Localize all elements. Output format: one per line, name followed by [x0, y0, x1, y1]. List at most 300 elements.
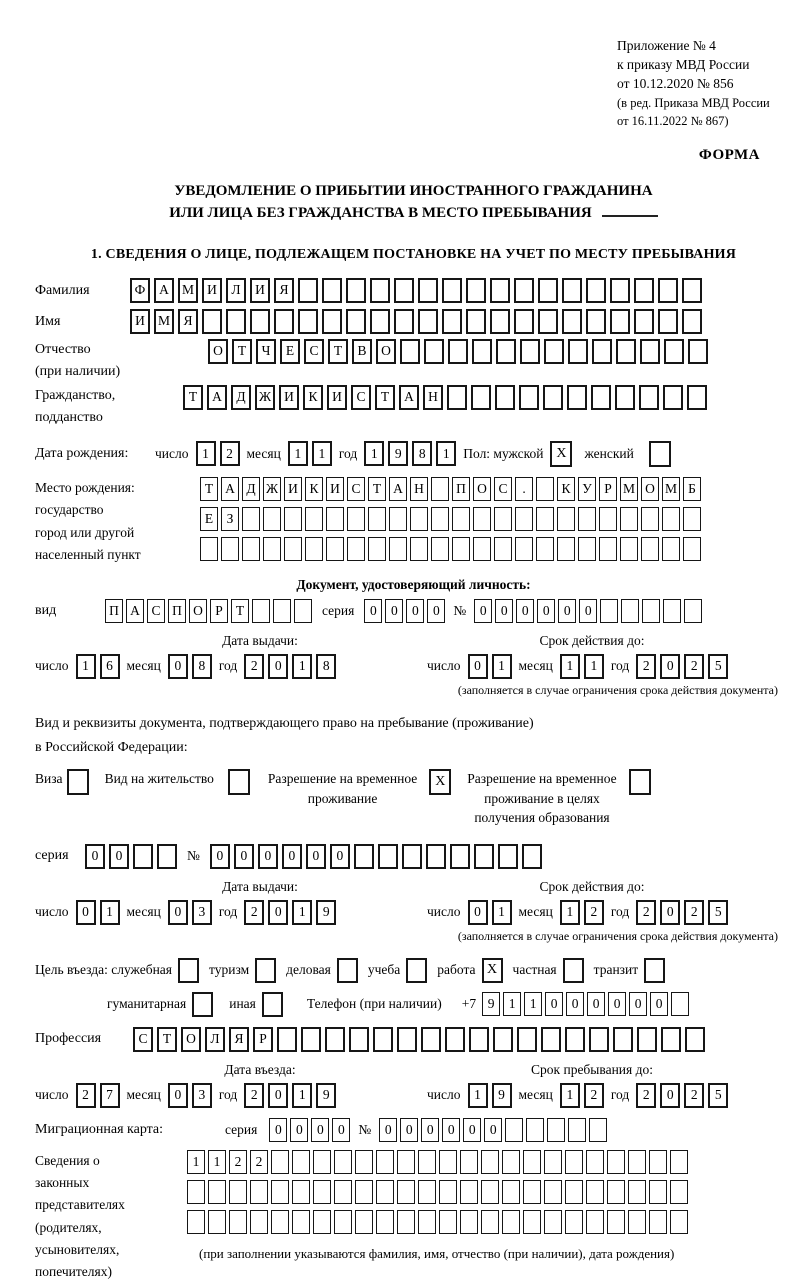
form-cell[interactable]: Т	[157, 1027, 177, 1052]
form-cell[interactable]	[271, 1210, 289, 1234]
form-cell[interactable]	[157, 844, 177, 869]
form-cell[interactable]	[544, 1180, 562, 1204]
form-cell[interactable]	[634, 309, 654, 334]
form-cell[interactable]	[670, 1210, 688, 1234]
form-cell[interactable]: Т	[232, 339, 252, 364]
surname-cells[interactable]	[130, 278, 702, 303]
form-cell[interactable]: С	[347, 477, 365, 501]
form-cell[interactable]: 0	[608, 992, 626, 1016]
form-cell[interactable]: Ж	[263, 477, 281, 501]
form-cell[interactable]	[682, 309, 702, 334]
form-cell[interactable]: Е	[200, 507, 218, 531]
form-cell[interactable]: 0	[537, 599, 555, 623]
form-cell[interactable]: 0	[269, 1118, 287, 1142]
form-cell[interactable]: П	[105, 599, 123, 623]
form-cell[interactable]	[586, 1210, 604, 1234]
doc-number-cells[interactable]	[474, 599, 702, 623]
form-cell[interactable]	[621, 599, 639, 623]
form-cell[interactable]	[523, 1180, 541, 1204]
migration-number-cells[interactable]	[379, 1118, 607, 1142]
form-cell[interactable]	[568, 1118, 586, 1142]
birthdate-day-cells[interactable]	[196, 441, 240, 466]
form-cell[interactable]: 9	[388, 441, 408, 466]
form-cell[interactable]: 2	[684, 654, 704, 679]
form-cell[interactable]	[628, 1150, 646, 1174]
form-cell[interactable]: 9	[316, 1083, 336, 1108]
form-cell[interactable]	[452, 537, 470, 561]
form-cell[interactable]: А	[154, 278, 174, 303]
form-cell[interactable]: 8	[316, 654, 336, 679]
form-cell[interactable]	[688, 339, 708, 364]
form-cell[interactable]	[313, 1180, 331, 1204]
form-cell[interactable]	[473, 537, 491, 561]
form-cell[interactable]	[355, 1180, 373, 1204]
doc-kind-cells[interactable]	[105, 599, 312, 623]
form-cell[interactable]	[450, 844, 470, 869]
form-cell[interactable]	[662, 507, 680, 531]
form-cell[interactable]: Л	[205, 1027, 225, 1052]
form-cell[interactable]: 0	[268, 1083, 288, 1108]
form-cell[interactable]	[568, 339, 588, 364]
form-cell[interactable]	[202, 309, 222, 334]
form-cell[interactable]	[541, 1027, 561, 1052]
residence-permit-checkbox[interactable]	[228, 769, 250, 795]
form-cell[interactable]	[305, 507, 323, 531]
form-cell[interactable]	[271, 1150, 289, 1174]
form-cell[interactable]	[589, 1118, 607, 1142]
form-cell[interactable]: 2	[684, 900, 704, 925]
phone-cells[interactable]	[482, 992, 689, 1016]
form-cell[interactable]: 1	[187, 1150, 205, 1174]
form-cell[interactable]: 1	[292, 900, 312, 925]
form-cell[interactable]	[683, 507, 701, 531]
form-cell[interactable]: Т	[200, 477, 218, 501]
form-cell[interactable]	[663, 385, 683, 410]
form-cell[interactable]	[472, 339, 492, 364]
form-cell[interactable]	[242, 537, 260, 561]
form-cell[interactable]: А	[221, 477, 239, 501]
form-cell[interactable]: И	[284, 477, 302, 501]
residence-series-cells[interactable]	[85, 844, 177, 869]
form-cell[interactable]: 0	[330, 844, 350, 869]
form-cell[interactable]	[229, 1180, 247, 1204]
form-cell[interactable]	[562, 278, 582, 303]
form-cell[interactable]	[607, 1150, 625, 1174]
form-cell[interactable]: Б	[683, 477, 701, 501]
form-cell[interactable]	[496, 339, 516, 364]
form-cell[interactable]: К	[305, 477, 323, 501]
form-cell[interactable]	[402, 844, 422, 869]
form-cell[interactable]: Д	[231, 385, 251, 410]
form-cell[interactable]	[490, 309, 510, 334]
form-cell[interactable]	[502, 1150, 520, 1174]
form-cell[interactable]	[200, 537, 218, 561]
form-cell[interactable]	[349, 1027, 369, 1052]
form-cell[interactable]: А	[399, 385, 419, 410]
form-cell[interactable]	[298, 278, 318, 303]
form-cell[interactable]	[208, 1210, 226, 1234]
form-cell[interactable]: 9	[492, 1083, 512, 1108]
form-cell[interactable]	[536, 477, 554, 501]
form-cell[interactable]: 1	[584, 654, 604, 679]
form-cell[interactable]: П	[168, 599, 186, 623]
form-cell[interactable]: 9	[482, 992, 500, 1016]
form-cell[interactable]	[292, 1210, 310, 1234]
form-cell[interactable]	[523, 1210, 541, 1234]
form-cell[interactable]	[536, 537, 554, 561]
form-cell[interactable]	[591, 385, 611, 410]
form-cell[interactable]	[410, 537, 428, 561]
form-cell[interactable]	[664, 339, 684, 364]
form-cell[interactable]	[474, 844, 494, 869]
form-cell[interactable]: Т	[368, 477, 386, 501]
form-cell[interactable]	[641, 537, 659, 561]
form-cell[interactable]	[607, 1210, 625, 1234]
form-cell[interactable]: 0	[442, 1118, 460, 1142]
form-cell[interactable]	[394, 309, 414, 334]
form-cell[interactable]	[471, 385, 491, 410]
form-cell[interactable]	[378, 844, 398, 869]
form-cell[interactable]: 2	[584, 900, 604, 925]
form-cell[interactable]	[439, 1150, 457, 1174]
form-cell[interactable]: 0	[587, 992, 605, 1016]
issue-month-cells[interactable]	[168, 654, 212, 679]
form-cell[interactable]	[431, 507, 449, 531]
form-cell[interactable]: Ж	[255, 385, 275, 410]
birthplace-cells-row3[interactable]	[200, 537, 701, 561]
form-cell[interactable]	[663, 599, 681, 623]
form-cell[interactable]: О	[208, 339, 228, 364]
form-cell[interactable]: 0	[566, 992, 584, 1016]
form-cell[interactable]	[426, 844, 446, 869]
form-cell[interactable]	[628, 1180, 646, 1204]
form-cell[interactable]	[682, 278, 702, 303]
form-cell[interactable]	[505, 1118, 523, 1142]
purpose-humanitarian-checkbox[interactable]	[192, 992, 213, 1017]
form-cell[interactable]: 9	[316, 900, 336, 925]
form-cell[interactable]	[649, 1150, 667, 1174]
form-cell[interactable]	[370, 278, 390, 303]
form-cell[interactable]	[445, 1027, 465, 1052]
form-cell[interactable]: Ч	[256, 339, 276, 364]
doc-series-cells[interactable]	[364, 599, 445, 623]
stay-year-cells[interactable]	[636, 1083, 728, 1108]
form-cell[interactable]: Т	[183, 385, 203, 410]
form-cell[interactable]	[326, 507, 344, 531]
form-cell[interactable]	[418, 309, 438, 334]
form-cell[interactable]: И	[250, 278, 270, 303]
form-cell[interactable]	[442, 309, 462, 334]
form-cell[interactable]: А	[207, 385, 227, 410]
form-cell[interactable]	[514, 278, 534, 303]
form-cell[interactable]: 2	[76, 1083, 96, 1108]
form-cell[interactable]: 2	[229, 1150, 247, 1174]
expiry-year-cells[interactable]	[636, 654, 728, 679]
form-cell[interactable]	[466, 309, 486, 334]
form-cell[interactable]: О	[473, 477, 491, 501]
form-cell[interactable]	[460, 1150, 478, 1174]
purpose-official-checkbox[interactable]	[178, 958, 199, 983]
form-cell[interactable]	[394, 278, 414, 303]
form-cell[interactable]	[346, 278, 366, 303]
purpose-study-checkbox[interactable]	[406, 958, 427, 983]
residence-expiry-month-cells[interactable]	[560, 900, 604, 925]
form-cell[interactable]	[517, 1027, 537, 1052]
form-cell[interactable]	[397, 1180, 415, 1204]
form-cell[interactable]	[325, 1027, 345, 1052]
form-cell[interactable]	[536, 507, 554, 531]
form-cell[interactable]: 0	[282, 844, 302, 869]
form-cell[interactable]: Р	[210, 599, 228, 623]
form-cell[interactable]: 1	[292, 1083, 312, 1108]
form-cell[interactable]	[515, 507, 533, 531]
form-cell[interactable]	[544, 1150, 562, 1174]
form-cell[interactable]: 0	[379, 1118, 397, 1142]
form-cell[interactable]: Н	[423, 385, 443, 410]
form-cell[interactable]	[481, 1150, 499, 1174]
form-cell[interactable]: В	[352, 339, 372, 364]
form-cell[interactable]: 0	[468, 900, 488, 925]
form-cell[interactable]	[250, 309, 270, 334]
form-cell[interactable]	[599, 507, 617, 531]
form-cell[interactable]: 0	[545, 992, 563, 1016]
form-cell[interactable]	[495, 385, 515, 410]
form-cell[interactable]	[389, 507, 407, 531]
form-cell[interactable]: 0	[168, 900, 188, 925]
form-cell[interactable]: М	[178, 278, 198, 303]
form-cell[interactable]: 2	[244, 654, 264, 679]
form-cell[interactable]	[649, 1180, 667, 1204]
residence-number-cells[interactable]	[210, 844, 542, 869]
stay-month-cells[interactable]	[560, 1083, 604, 1108]
form-cell[interactable]	[578, 507, 596, 531]
form-cell[interactable]	[439, 1210, 457, 1234]
form-cell[interactable]: 0	[558, 599, 576, 623]
form-cell[interactable]	[586, 1180, 604, 1204]
form-cell[interactable]	[322, 278, 342, 303]
form-cell[interactable]: 1	[288, 441, 308, 466]
form-cell[interactable]: Я	[274, 278, 294, 303]
form-cell[interactable]	[538, 278, 558, 303]
form-cell[interactable]	[538, 309, 558, 334]
form-cell[interactable]	[263, 537, 281, 561]
form-cell[interactable]: 1	[560, 1083, 580, 1108]
form-cell[interactable]	[424, 339, 444, 364]
form-cell[interactable]	[502, 1180, 520, 1204]
form-cell[interactable]: 0	[516, 599, 534, 623]
form-cell[interactable]: О	[376, 339, 396, 364]
form-cell[interactable]	[292, 1180, 310, 1204]
form-cell[interactable]	[662, 537, 680, 561]
visa-checkbox[interactable]	[67, 769, 89, 795]
residence-issue-year-cells[interactable]	[244, 900, 336, 925]
form-cell[interactable]	[418, 1210, 436, 1234]
form-cell[interactable]	[493, 1027, 513, 1052]
form-cell[interactable]: 1	[364, 441, 384, 466]
form-cell[interactable]: К	[303, 385, 323, 410]
form-cell[interactable]: 8	[192, 654, 212, 679]
form-cell[interactable]	[620, 537, 638, 561]
form-cell[interactable]	[610, 278, 630, 303]
form-cell[interactable]	[661, 1027, 681, 1052]
form-cell[interactable]: Т	[375, 385, 395, 410]
form-cell[interactable]	[578, 537, 596, 561]
form-cell[interactable]: 0	[468, 654, 488, 679]
form-cell[interactable]	[355, 1150, 373, 1174]
birthplace-cells-row2[interactable]	[200, 507, 701, 531]
form-cell[interactable]	[460, 1210, 478, 1234]
form-cell[interactable]: 0	[660, 900, 680, 925]
form-cell[interactable]	[301, 1027, 321, 1052]
form-cell[interactable]	[634, 278, 654, 303]
form-cell[interactable]	[277, 1027, 297, 1052]
form-cell[interactable]: Ф	[130, 278, 150, 303]
form-cell[interactable]: А	[389, 477, 407, 501]
form-cell[interactable]	[557, 537, 575, 561]
form-cell[interactable]: 0	[579, 599, 597, 623]
form-cell[interactable]	[473, 507, 491, 531]
form-cell[interactable]: И	[202, 278, 222, 303]
form-cell[interactable]	[494, 507, 512, 531]
form-cell[interactable]	[557, 507, 575, 531]
form-cell[interactable]	[229, 1210, 247, 1234]
form-cell[interactable]: 0	[332, 1118, 350, 1142]
birthdate-month-cells[interactable]	[288, 441, 332, 466]
form-cell[interactable]	[520, 339, 540, 364]
form-cell[interactable]	[684, 599, 702, 623]
form-cell[interactable]: Л	[226, 278, 246, 303]
form-cell[interactable]	[313, 1150, 331, 1174]
birthdate-year-cells[interactable]	[364, 441, 456, 466]
issue-year-cells[interactable]	[244, 654, 336, 679]
form-cell[interactable]: 1	[208, 1150, 226, 1174]
form-cell[interactable]: 2	[244, 900, 264, 925]
purpose-work-checkbox[interactable]: X	[482, 958, 503, 983]
expiry-month-cells[interactable]	[560, 654, 604, 679]
form-cell[interactable]: С	[147, 599, 165, 623]
sex-male-checkbox[interactable]: X	[550, 441, 572, 467]
form-cell[interactable]: 0	[400, 1118, 418, 1142]
form-cell[interactable]	[466, 278, 486, 303]
form-cell[interactable]: 0	[258, 844, 278, 869]
form-cell[interactable]	[565, 1180, 583, 1204]
form-cell[interactable]	[565, 1150, 583, 1174]
form-cell[interactable]: 0	[290, 1118, 308, 1142]
form-cell[interactable]	[543, 385, 563, 410]
form-cell[interactable]	[187, 1180, 205, 1204]
residence-expiry-day-cells[interactable]	[468, 900, 512, 925]
form-cell[interactable]	[613, 1027, 633, 1052]
form-cell[interactable]: 1	[503, 992, 521, 1016]
form-cell[interactable]	[641, 507, 659, 531]
form-cell[interactable]	[284, 537, 302, 561]
form-cell[interactable]	[502, 1210, 520, 1234]
form-cell[interactable]	[494, 537, 512, 561]
form-cell[interactable]: 5	[708, 654, 728, 679]
form-cell[interactable]: 1	[436, 441, 456, 466]
form-cell[interactable]	[389, 537, 407, 561]
form-cell[interactable]: 2	[636, 1083, 656, 1108]
form-cell[interactable]	[687, 385, 707, 410]
residence-issue-day-cells[interactable]	[76, 900, 120, 925]
representatives-cells-row2[interactable]	[187, 1180, 688, 1204]
form-cell[interactable]	[671, 992, 689, 1016]
form-cell[interactable]	[600, 599, 618, 623]
form-cell[interactable]	[242, 507, 260, 531]
form-cell[interactable]: А	[126, 599, 144, 623]
form-cell[interactable]	[586, 1150, 604, 1174]
form-cell[interactable]	[187, 1210, 205, 1234]
form-cell[interactable]	[522, 844, 542, 869]
form-cell[interactable]	[442, 278, 462, 303]
form-cell[interactable]	[354, 844, 374, 869]
form-cell[interactable]	[523, 1150, 541, 1174]
form-cell[interactable]: .	[515, 477, 533, 501]
form-cell[interactable]	[519, 385, 539, 410]
form-cell[interactable]	[683, 537, 701, 561]
form-cell[interactable]: 0	[76, 900, 96, 925]
form-cell[interactable]	[685, 1027, 705, 1052]
sex-female-checkbox[interactable]	[649, 441, 671, 467]
form-cell[interactable]	[610, 309, 630, 334]
form-cell[interactable]	[305, 537, 323, 561]
form-cell[interactable]	[670, 1150, 688, 1174]
form-cell[interactable]	[431, 477, 449, 501]
citizenship-cells[interactable]	[183, 385, 707, 410]
form-cell[interactable]	[469, 1027, 489, 1052]
form-cell[interactable]	[263, 507, 281, 531]
form-cell[interactable]	[298, 309, 318, 334]
form-cell[interactable]	[544, 1210, 562, 1234]
form-cell[interactable]	[271, 1180, 289, 1204]
form-cell[interactable]: М	[662, 477, 680, 501]
form-cell[interactable]	[326, 537, 344, 561]
form-cell[interactable]: Р	[599, 477, 617, 501]
form-cell[interactable]: 5	[708, 900, 728, 925]
stay-day-cells[interactable]	[468, 1083, 512, 1108]
form-cell[interactable]: 0	[650, 992, 668, 1016]
form-cell[interactable]	[637, 1027, 657, 1052]
form-cell[interactable]: 0	[306, 844, 326, 869]
form-cell[interactable]	[640, 339, 660, 364]
form-cell[interactable]: 0	[474, 599, 492, 623]
form-cell[interactable]: 2	[584, 1083, 604, 1108]
form-cell[interactable]: 8	[412, 441, 432, 466]
form-cell[interactable]: 7	[100, 1083, 120, 1108]
form-cell[interactable]: И	[326, 477, 344, 501]
form-cell[interactable]	[567, 385, 587, 410]
form-cell[interactable]: 0	[168, 1083, 188, 1108]
form-cell[interactable]	[397, 1150, 415, 1174]
form-cell[interactable]	[208, 1180, 226, 1204]
migration-series-cells[interactable]	[269, 1118, 350, 1142]
entry-month-cells[interactable]	[168, 1083, 212, 1108]
patronymic-cells[interactable]	[208, 339, 708, 364]
form-cell[interactable]: К	[557, 477, 575, 501]
form-cell[interactable]: О	[189, 599, 207, 623]
purpose-private-checkbox[interactable]	[563, 958, 584, 983]
entry-year-cells[interactable]	[244, 1083, 336, 1108]
residence-issue-month-cells[interactable]	[168, 900, 212, 925]
form-cell[interactable]	[368, 507, 386, 531]
form-cell[interactable]: 0	[421, 1118, 439, 1142]
form-cell[interactable]: И	[327, 385, 347, 410]
form-cell[interactable]	[649, 1210, 667, 1234]
residence-expiry-year-cells[interactable]	[636, 900, 728, 925]
form-cell[interactable]: 1	[524, 992, 542, 1016]
form-cell[interactable]: 1	[560, 900, 580, 925]
form-cell[interactable]	[498, 844, 518, 869]
